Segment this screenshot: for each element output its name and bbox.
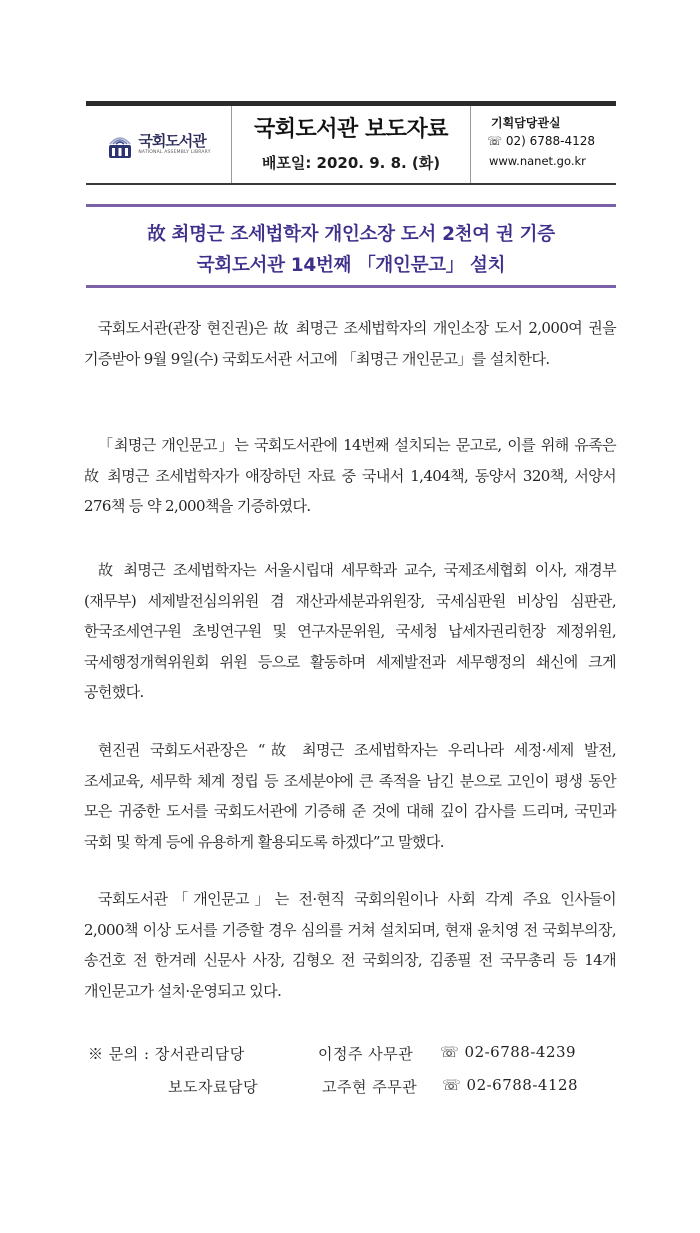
headline-line-2: 국회도서관 14번째 「개인문고」 설치 <box>196 255 506 276</box>
logo-name: 국회도서관 <box>138 132 206 150</box>
contact-phone-1: ☏ 02-6788-4239 <box>440 1043 577 1061</box>
document-title: 국회도서관 보도자료 <box>254 117 448 142</box>
contact-label-1: ※ 문의 : 장서관리담당 <box>88 1045 245 1063</box>
press-release-header <box>86 106 616 183</box>
logo-cell <box>86 106 231 183</box>
body-paragraph-2: 「최명근 개인문고」는 국회도서관에 14번째 설치되는 문고로, 이를 위해 유족은 故 최명근 조세법학자가 애장하던 자료 중 국내서 1,404책, 동양서 320책, 서양서 276책 등 약 2,000책을 기증하였다. <box>84 436 616 515</box>
body-paragraph-5: 국회도서관「개인문고」는 전·현직 국회의원이나 사회 각계 주요 인사들이 2,000책 이상 도서를 기증할 경우 심의를 거쳐 설치되며, 현재 윤치영 전 국회부의장, 송건호 전 한겨레 신문사 사장, 김형오 전 국회의장, 김종필 전 국무총리 등 14개 개인문고가 설치·운영되고 있다. <box>84 890 616 1000</box>
website-link[interactable]: www.nanet.go.kr <box>489 154 586 168</box>
logo-text <box>138 133 210 156</box>
body-paragraph-3: 故 최명근 조세법학자는 서울시립대 세무학과 교수, 국제조세협회 이사, 재경부(재무부) 세제발전심의위원 겸 재산과세분과위원장, 국세심판원 비상임 심판관, 한국조세연구원 초빙연구원 및 연구자문위원, 국세청 납세자권리헌장 제정위원, 국세행정개혁위원회 위원 등으로 활동하며 세제발전과 세무행정의 쇄신에 크게 공헌했다. <box>84 561 616 701</box>
logo-name-en: NATIONAL ASSEMBLY LIBRARY <box>138 150 211 155</box>
contact-phone-2: ☏ 02-6788-4128 <box>442 1076 579 1094</box>
contact-cell <box>471 106 616 183</box>
contact-person-1: 이정주 사무관 <box>318 1045 414 1063</box>
department-phone: ☏ 02) 6788-4128 <box>487 134 595 148</box>
header-bottom-rule <box>86 183 616 185</box>
library-emblem-icon <box>106 130 134 160</box>
headline-line-1: 故 최명근 조세법학자 개인소장 도서 2천여 권 기증 <box>147 224 555 245</box>
contact-person-2: 고주현 주무관 <box>322 1078 418 1096</box>
contact-label-2: 보도자료담당 <box>168 1078 258 1096</box>
library-logo <box>106 130 210 160</box>
title-cell <box>231 106 471 183</box>
body-paragraph-1: 국회도서관(관장 현진권)은 故 최명근 조세법학자의 개인소장 도서 2,000여 권을 기증받아 9월 9일(수) 국회도서관 서고에 「최명근 개인문고」를 설치한다. <box>84 319 616 368</box>
headline-box <box>86 204 616 288</box>
department-name: 기획담당관실 <box>491 116 561 130</box>
body-paragraph-4: 현진권 국회도서관장은 “故 최명근 조세법학자는 우리나라 세정·세제 발전, 조세교육, 세무학 체계 정립 등 조세분야에 큰 족적을 남긴 분으로 고인이 평생 동안 모은 귀중한 도서를 국회도서관에 기증해 준 것에 대해 깊이 감사를 드리며, 국민과 국회 및 학계 등에 유용하게 활용되도록 하겠다”고 말했다. <box>84 741 616 851</box>
release-date: 배포일: 2020. 9. 8. (화) <box>261 154 441 172</box>
